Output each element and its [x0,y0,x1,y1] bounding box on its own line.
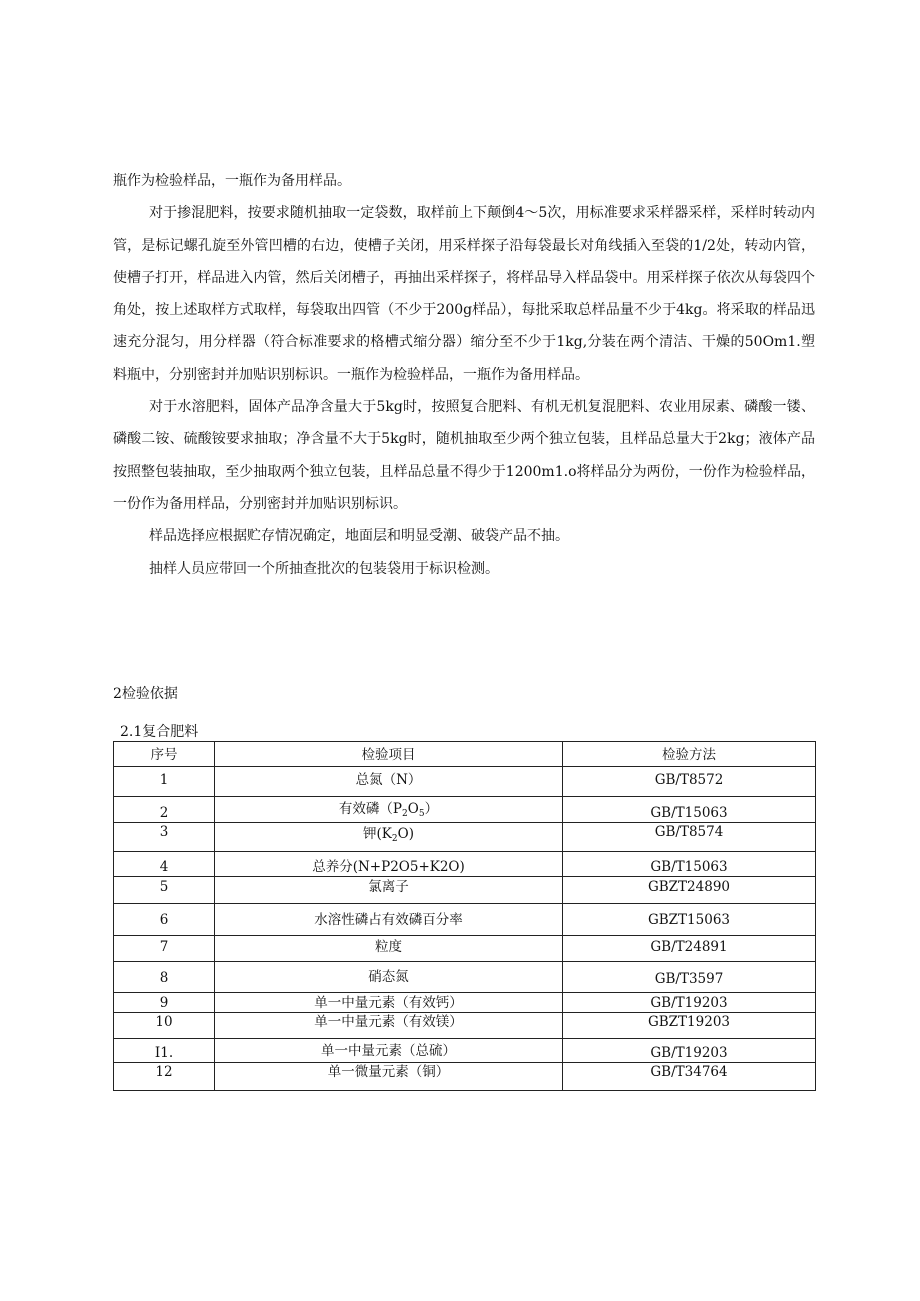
table-row [114,797,816,823]
subsection-heading: 2.1复合肥料 [120,724,199,740]
row-item: 单一中量元素（有效钙） [215,993,563,1013]
table-header-row [114,742,816,767]
row-no: 9 [114,993,215,1013]
table-row [114,1063,816,1091]
row-method: GBZT24890 [563,877,816,904]
row-method: GB/T15063 [563,797,816,823]
table-row [114,823,816,852]
row-method: GB/T3597 [563,962,816,993]
row-no: 6 [114,904,215,936]
table-row [114,962,816,993]
row-item: 硝态氮 [215,962,563,993]
table-row [114,852,816,877]
row-no: 12 [114,1063,215,1091]
body-text [113,165,815,585]
header-item: 检验项目 [215,742,563,767]
table-row [114,1013,816,1039]
row-method: GB/T24891 [563,936,816,962]
paragraph-sample-selection: 样品选择应根据贮存情况确定，地面层和明显受潮、破袋产品不抽。 [149,528,569,545]
table-row [114,936,816,962]
inspection-table [113,741,816,1091]
row-no: 1 [114,767,215,797]
row-item: 氯离子 [215,877,563,904]
row-no: 10 [114,1013,215,1039]
section-heading: 2检验依据 [113,686,178,702]
row-method: GB/T8574 [563,823,816,852]
row-item: 总养分(N+P2O5+K2O) [215,852,563,877]
row-method: GBZT19203 [563,1013,816,1039]
row-item: 单一微量元素（铜） [215,1063,563,1091]
row-method: GB/T19203 [563,993,816,1013]
table-row [114,1039,816,1063]
row-item: 有效磷$(P_2O_5)$ [215,797,563,823]
row-method: GB/T8572 [563,767,816,797]
row-item: 水溶性磷占有效磷百分率 [215,904,563,936]
row-no: 2 [114,797,215,823]
row-no: 5 [114,877,215,904]
table-row [114,993,816,1013]
row-no: 7 [114,936,215,962]
row-no: 4 [114,852,215,877]
row-item: 总氮（N） [215,767,563,797]
table-row [114,904,816,936]
paragraph-water-soluble-fertilizer: 对于水溶肥料，固体产品净含量大于5kg时，按照复合肥料、有机无机复混肥料、农业用尿素、磷酸一镂、磷酸二铵、硫酸铵要求抽取；净含量不大于5kg时，随机抽取至少两个独立包装，且样品总量大于2kg；液体产品按照整包装抽取，至少抽取两个独立包装，且样品总量不得少于1200m1.o将样品分为两份，一份作为检验样品，一份作为备用样品，分别密封并加贴识别标识。 [113,399,815,512]
row-item: 钾$(K_2O)$ [215,823,563,852]
header-method: 检验方法 [563,742,816,767]
table-row [114,877,816,904]
header-no: 序号 [114,742,215,767]
paragraph-blended-fertilizer: 对于掺混肥料，按要求随机抽取一定袋数，取样前上下颠倒4～5次，用标准要求采样器采样，采样时转动内管，是标记螺孔旋至外管凹槽的右边，使槽子关闭，用采样探子沿每袋最长对角线插入至袋的1/2处，转动内管，使槽子打开，样品进入内管，然后关闭槽子，再抽出采样探子，将样品导入样品袋中。用采样探子依次从每袋四个角处，按上述取样方式取样，每袋取出四管（不少于200g样品），每批采取总样品量不少于4kg。将采取的样品迅速充分混匀，用分样器（符合标准要求的格槽式缩分器）缩分至不少于1kg,分装在两个清洁、干燥的50Om1.塑料瓶中，分别密封并加贴识别标识。一瓶作为检验样品，一瓶作为备用样品。 [113,205,815,383]
row-no: 3 [114,823,215,852]
table-row [114,767,816,797]
paragraph-packaging-bag: 抽样人员应带回一个所抽查批次的包装袋用于标识检测。 [149,560,499,577]
row-item: 单一中量元素（有效镁） [215,1013,563,1039]
row-item: 粒度 [215,936,563,962]
row-method: GB/T34764 [563,1063,816,1091]
paragraph-continuation: 瓶作为检验样品，一瓶作为备用样品。 [113,173,351,189]
row-no: I1. [114,1039,215,1063]
row-method: GBZT15063 [563,904,816,936]
row-method: GB/T15063 [563,852,816,877]
row-item: 单一中量元素（总硫） [215,1039,563,1063]
row-no: 8 [114,962,215,993]
row-method: GB/T19203 [563,1039,816,1063]
